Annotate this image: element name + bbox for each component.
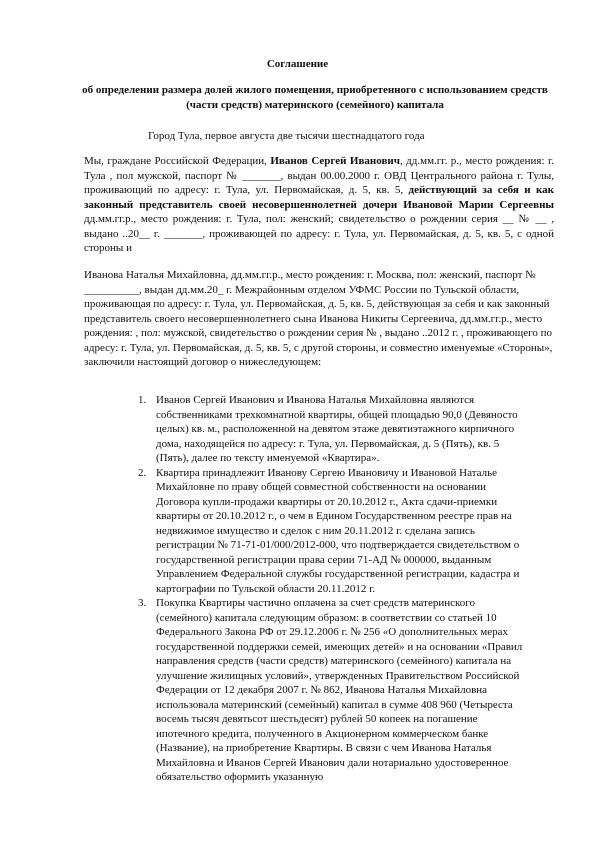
p1-text-b: , дд.мм.гг. р., место рождения: г. Тула , пол мужской, паспорт № _______, выдан 00.00.2000 г. ОВД Центрального района г. Тулы, проживающий по адресу: г. Тула, ул. Первомайская, д. 5, кв. 5, bbox=[84, 155, 554, 196]
list-item-number: 1. bbox=[138, 394, 147, 406]
p1-text-a: Мы, граждане Российской Федерации, bbox=[84, 155, 271, 167]
list-item-number: 3. bbox=[138, 597, 147, 609]
p1-party-name: Иванов Сергей Иванович bbox=[270, 155, 400, 167]
p1-representative-clause: действующий за себя и как законный представитель своей несовершеннолетней дочери Ивановой Марии Сергеевны bbox=[84, 184, 554, 211]
document-title: Соглашение bbox=[266, 58, 329, 70]
paragraph-party-two: Иванова Наталья Михайловна, дд.мм.гг.р., место рождения: г. Москва, пол: женский, паспорт № __________, выдан дд.мм.20_ г. Межрайонным отделом УФМС России по Тульской области, проживающая по адресу: г. Тула, ул. Первомайская, д. 5, кв. 5, действующая за себя и как законный представитель своего несовершеннолетнего сына Иванова Никиты Сергеевича, дд.мм.гг.р., место рождения: , пол: мужской, свидетельство о рождении серия № , выдано ..2012 г. , проживающего по адресу: г. Тула, ул. Первомайская, д. 5, кв. 5, с другой стороны, и совместно именуемые «Стороны», заключили настоящий договор о нижеследующем: bbox=[84, 269, 553, 368]
paragraph-party-one bbox=[84, 154, 554, 256]
list-item bbox=[130, 596, 528, 785]
document-subtitle: об определении размера долей жилого помещения, приобретенного с использованием средств (части средств) материнского (семейного) капитала bbox=[82, 84, 548, 111]
list-item bbox=[130, 393, 528, 466]
list-item-text: Квартира принадлежит Иванову Сергею Ивановичу и Ивановой Наталье Михайловне по праву общей совместной собственности на основании Договора купли-продажи квартиры от 20.10.2012 г., Акта сдачи-приемки квартиры от 20.10.2012 г., о чем в Едином Государственном реестре прав на недвижимое имущество и сделок с ним 20.11.2012 г. сделана запись регистрации № 71-71-01/000/2012-000, что подтверждается свидетельством о государственной регистрации права серии 71-АД № 000000, выданным Управлением Федеральной службы государственной регистрации, кадастра и картографии по Тульской области 20.11.2012 г. bbox=[156, 466, 520, 595]
list-item-text: Иванов Сергей Иванович и Иванова Наталья Михайловна являются собственниками трехкомнатной квартиры, общей площадью 90,0 (Девяносто целых) кв. м., расположенной на девятом этаже девятиэтажного кирпичного дома, находящейся по адресу: г. Тула, ул. Первомайская, д. 5 (Пять), кв. 5 (Пять), далее по тексту именуемой «Квартира». bbox=[156, 394, 518, 464]
city-date-line: Город Тула, первое августа две тысячи шестнадцатого года bbox=[148, 130, 425, 142]
agreement-clauses-list bbox=[130, 393, 528, 785]
list-item bbox=[130, 466, 528, 597]
list-item-text: Покупка Квартиры частично оплачена за счет средств материнского (семейного) капитала следующим образом: в соответствии со статьей 10 Федерального Закона РФ от 29.12.2006 г. № 256 «О дополнительных мерах государственной поддержки семей, имеющих детей» и на основании «Правил направления средств (части средств) материнского (семейного) капитала на улучшение жилищных условий», утвержденных Правительством Российской Федерации от 12 декабря 2007 г. № 862, Иванова Наталья Михайловна использовала материнский (семейный) капитал в сумме 408 960 (Четыреста восемь тысяч девятьсот шестьдесят) рублей 50 копеек на погашение ипотечного кредита, полученного в Акционерном коммерческом банке (Название), на приобретение Квартиры. В связи с чем Иванова Наталья Михайловна и Иванов Сергей Иванович дали нотариально удостоверенное обязательство оформить указанную bbox=[156, 597, 523, 783]
list-item-number: 2. bbox=[138, 466, 147, 479]
p1-text-c: дд.мм.гг.р., место рождения: г. Тула, пол: женский; свидетельство о рождении серия __ № __ , выдано ..20__ г. _______, проживающей по адресу: г. Тула, ул. Первомайская, д. 5, кв. 5, с одной стороны и bbox=[84, 213, 554, 254]
